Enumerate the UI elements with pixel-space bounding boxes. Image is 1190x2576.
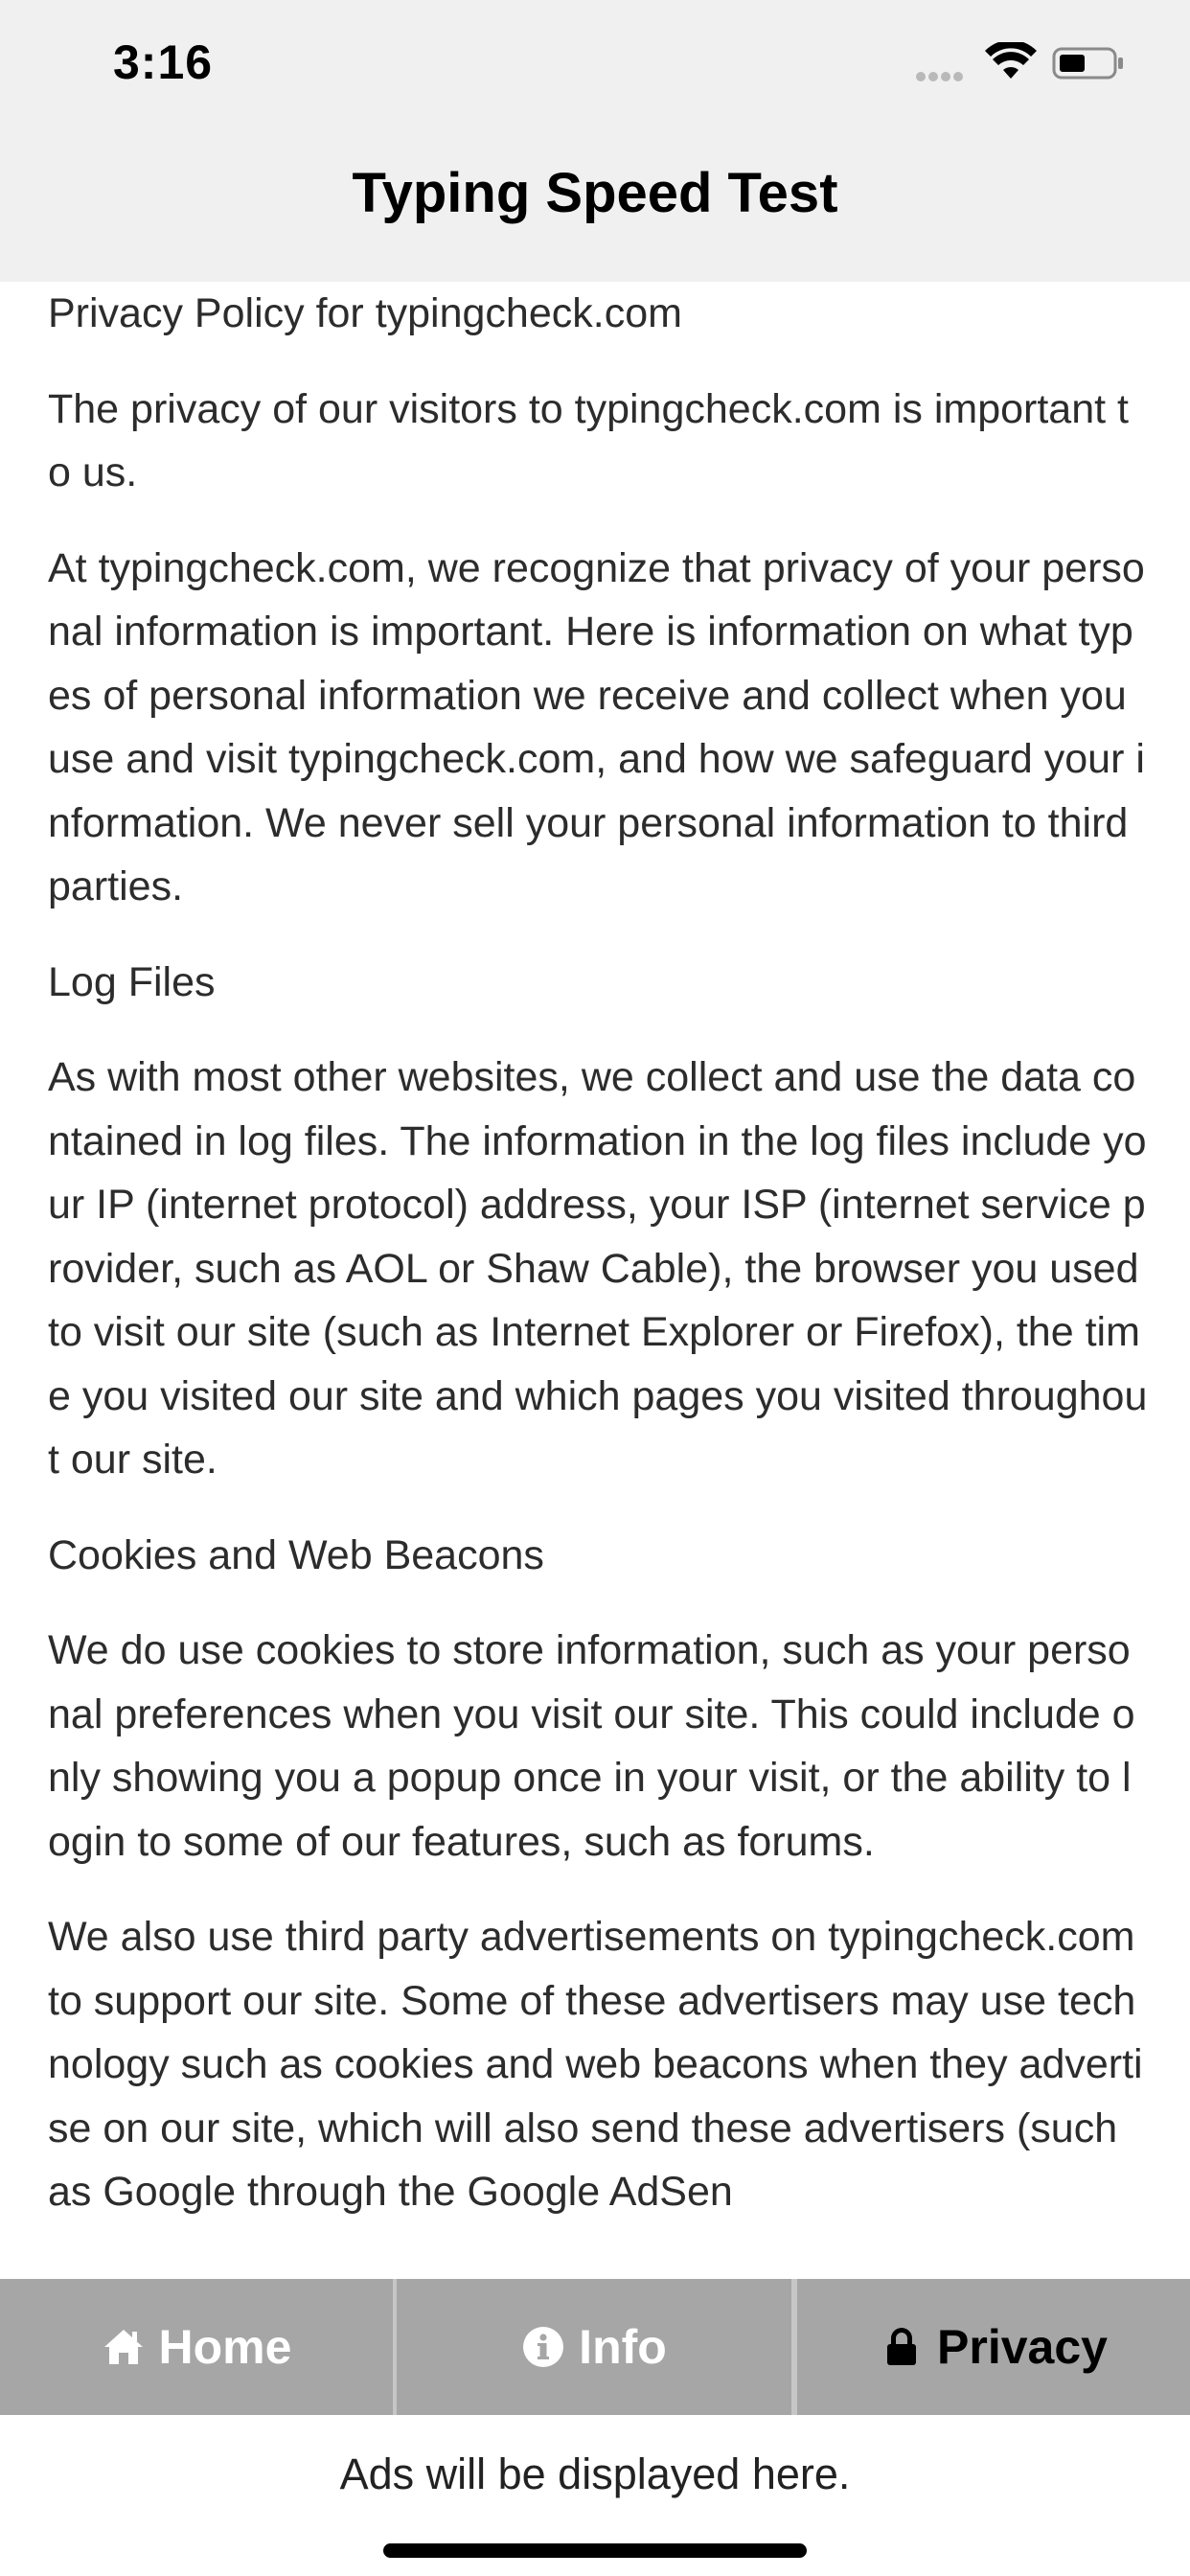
lock-icon xyxy=(880,2325,924,2369)
policy-paragraph: The privacy of our visitors to typingcheck.com is important to us. xyxy=(48,385,1129,495)
tab-info[interactable] xyxy=(397,2279,791,2415)
policy-paragraph: We do use cookies to store information, such as your personal preferences when you visit our site. This could include only showing you a popup once in your visit, or the ability to login to some of our features, such as forums. xyxy=(48,1627,1135,1865)
battery-icon xyxy=(1052,46,1125,80)
ad-banner xyxy=(0,2415,1190,2576)
page-title: Typing Speed Test xyxy=(352,162,838,224)
tab-privacy[interactable] xyxy=(797,2279,1190,2415)
status-time: 3:16 xyxy=(113,35,214,89)
tab-home-label: Home xyxy=(158,2320,292,2374)
ad-placeholder-text: Ads will be displayed here. xyxy=(339,2450,851,2498)
tab-home[interactable] xyxy=(0,2279,393,2415)
wifi-icon xyxy=(985,42,1037,80)
policy-paragraph: As with most other websites, we collect and use the data contained in log files. The information in the log files include your IP (internet protocol) address, your ISP (internet service provider, such as AOL or Shaw Cable), the browser you used to visit our site (such as Internet Explorer or Firefox), the time you visited our site and which pages you visited throughout our site. xyxy=(48,1054,1148,1483)
home-icon xyxy=(102,2325,146,2369)
policy-paragraph: We also use third party advertisements on typingcheck.com to support our site. Some of these advertisers may use technology such as cookies and web beacons when they advertise on our site, which will also send these advertisers (such as Google through the Google AdSen xyxy=(48,1914,1143,2215)
cellular-signal-icon xyxy=(916,69,973,79)
tab-bar xyxy=(0,2279,1190,2415)
policy-heading: Privacy Policy for typingcheck.com xyxy=(48,290,682,336)
section-heading-cookies: Cookies and Web Beacons xyxy=(48,1531,544,1578)
policy-paragraph: At typingcheck.com, we recognize that privacy of your personal information is important. Here is information on what types of personal information we receive and collect when you use and visit typingcheck.com, and how we safeguard your information. We never sell your personal information to third parties. xyxy=(48,544,1145,909)
info-icon xyxy=(521,2325,565,2369)
home-indicator[interactable] xyxy=(383,2543,807,2558)
tab-privacy-label: Privacy xyxy=(937,2320,1108,2374)
top-bar xyxy=(0,0,1190,282)
privacy-policy-content[interactable] xyxy=(48,282,1150,2279)
tab-info-label: Info xyxy=(579,2320,667,2374)
section-heading-log-files: Log Files xyxy=(48,958,216,1005)
